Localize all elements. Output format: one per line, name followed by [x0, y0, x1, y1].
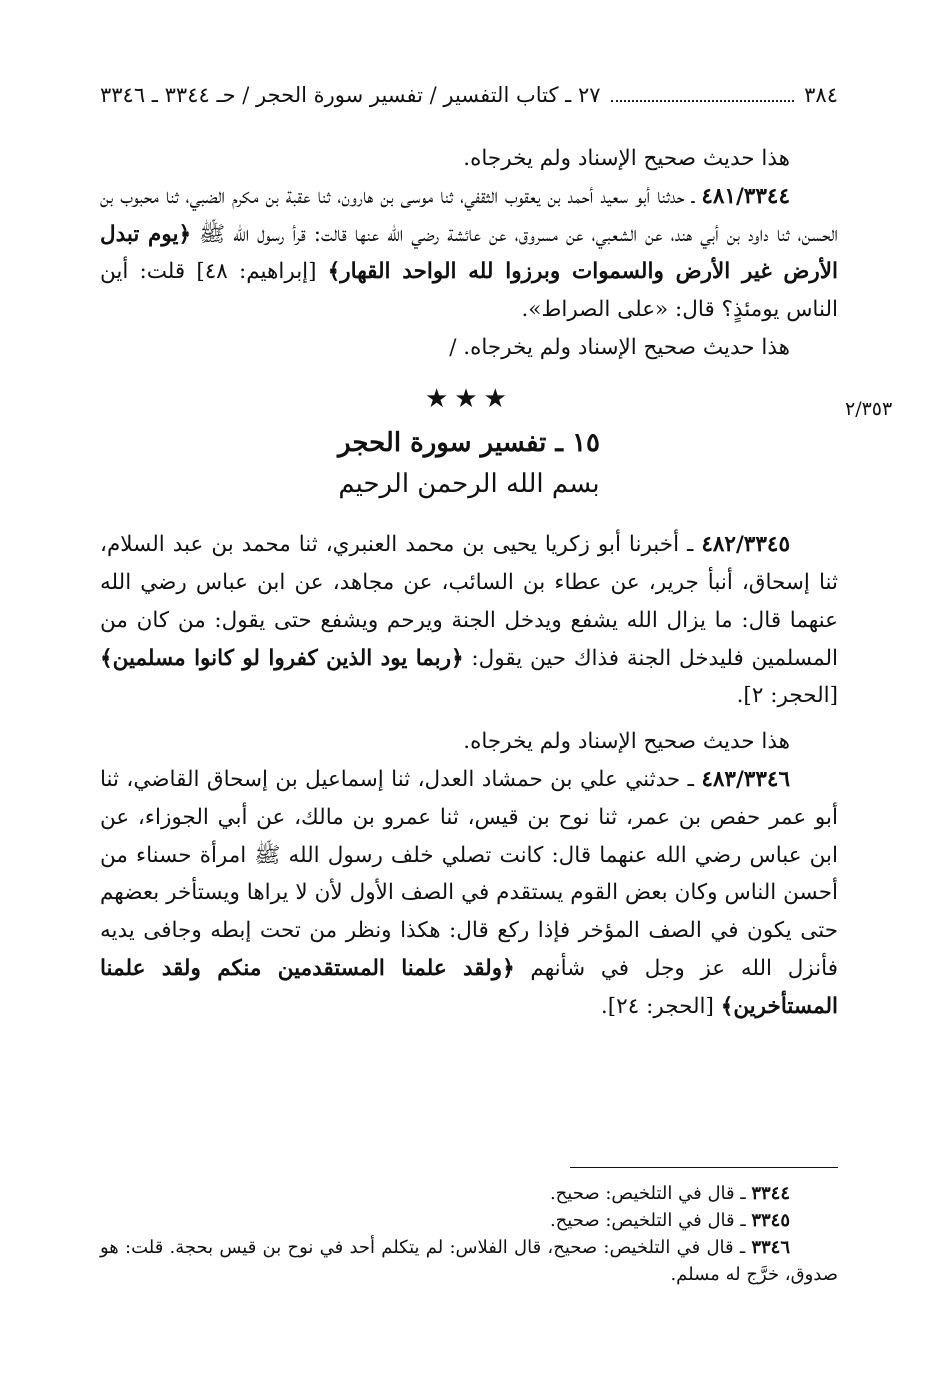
hadith-verdict: هذا حديث صحيح الإسناد ولم يخرجاه.: [463, 729, 790, 755]
footnote-rule: [570, 1167, 838, 1168]
hadith-text: ـ أخبرنا أبو زكريا يحيى بن محمد العنبري، ثنا محمد بن عبد السلام، ثنا إسحاق، أنبأ جرير، عن عطاء بن السائب، عن مجاهد، عن ابن عباس رضي الله عنهما قال: ما يزال الله يشفع ويدخل الجنة ويرحم ويشفع حتى يقول: من كان من المسلمين فليدخل الجنة فذاك حين يقول:: [100, 532, 838, 671]
footnote-text: ـ قال في التلخيص: صحيح، قال الفلاس: لم يتكلم أحد في نوح بن قيس بحجة. قلت: هو صدوق، خرَّج له مسلم.: [100, 1237, 838, 1285]
header-dot-leader: [611, 99, 795, 102]
hadith-text: ـ حدثني علي بن حمشاد العدل، ثنا إسماعيل بن إسحاق القاضي، ثنا أبو عمر حفص بن عمر، ثنا نوح بن قيس، ثنا عمرو بن مالك، عن أبي الجوزاء، عن ابن عباس رضي الله عنهما قال: كانت تصلي خلف رسول الله ﷺ امرأة حسناء من أحسن الناس وكان بعض القوم يستقدم في الصف الأول لأن لا يراها ويستأخر بعضهم حتى يكون في الصف المؤخر فإذا ركع قال: هكذا ونظر من تحت إبطه وجافى يديه فأنزل الله عز وجل في شأنهم: [100, 766, 838, 981]
hadith-entry-3344: [100, 178, 838, 329]
hadith-number: ٤٨٢/٣٣٤٥: [701, 532, 790, 558]
footnotes: [100, 1180, 838, 1288]
running-header: [100, 80, 838, 110]
hadith-text-end: [الحجر: ٢].: [736, 683, 838, 709]
section-separator-stars: ★★★: [425, 383, 513, 414]
running-title: ٢٧ ـ كتاب التفسير / تفسير سورة الحجر / حـ ٣٣٤٤ ـ ٣٣٤٦: [100, 83, 601, 107]
main-text: [100, 140, 838, 1026]
footnote-text: ـ قال في التلخيص: صحيح.: [549, 1210, 752, 1231]
basmala: بسم الله الرحمن الرحيم: [338, 469, 600, 500]
footnote-text: ـ قال في التلخيص: صحيح.: [549, 1183, 752, 1204]
hadith-text-end: [إبراهيم: ٤٨] قلت: أين الناس يومئذٍ؟ قال: «على الصراط».: [100, 259, 838, 323]
quran-quote: ﴿ربما يود الذين كفروا لو كانوا مسلمين﴾: [100, 645, 464, 671]
hadith-text-end: [الحجر: ٢٤].: [600, 993, 721, 1019]
hadith-number: ٤٨٣/٣٣٤٦: [701, 766, 790, 792]
footnote-number: ٣٣٤٦: [751, 1237, 790, 1258]
page-number: ٣٨٤: [804, 83, 838, 107]
hadith-verdict: هذا حديث صحيح الإسناد ولم يخرجاه.: [463, 146, 790, 171]
footnote: [100, 1180, 838, 1207]
surah-title: ١٥ ـ تفسير سورة الحجر: [338, 427, 600, 458]
footnote: [100, 1207, 838, 1234]
hadith-entry-3346: [100, 761, 838, 1026]
margin-volume-page-note: ٢/٣٥٣: [845, 398, 893, 420]
footnote-number: ٣٣٤٥: [751, 1210, 790, 1231]
quran-quote: ﴿ولقد علمنا المستقدمين منكم ولقد علمنا المستأخرين﴾: [100, 955, 838, 1019]
hadith-number: ٤٨١/٣٣٤٤: [701, 183, 790, 209]
hadith-verdict: هذا حديث صحيح الإسناد ولم يخرجاه. /: [449, 334, 790, 360]
hadith-text: ـ حدثنا أبو سعيد أحمد بن يعقوب الثقفي، ثنا موسى بن هارون، ثنا عقبة بن مكرم الضبي، ثنا محبوب بن الحسن، ثنا داود بن أبي هند، عن الشعبي، عن مسروق، عن عائشة رضي الله عنها قالت: قرأ رسول الله ﷺ: [100, 183, 838, 247]
footnote-number: ٣٣٤٤: [751, 1183, 790, 1204]
quran-quote: ﴿يوم تبدل الأرض غير الأرض والسموات وبرزوا لله الواحد القهار﴾: [100, 221, 838, 285]
hadith-entry-3345: [100, 526, 838, 715]
footnote: [100, 1234, 838, 1288]
